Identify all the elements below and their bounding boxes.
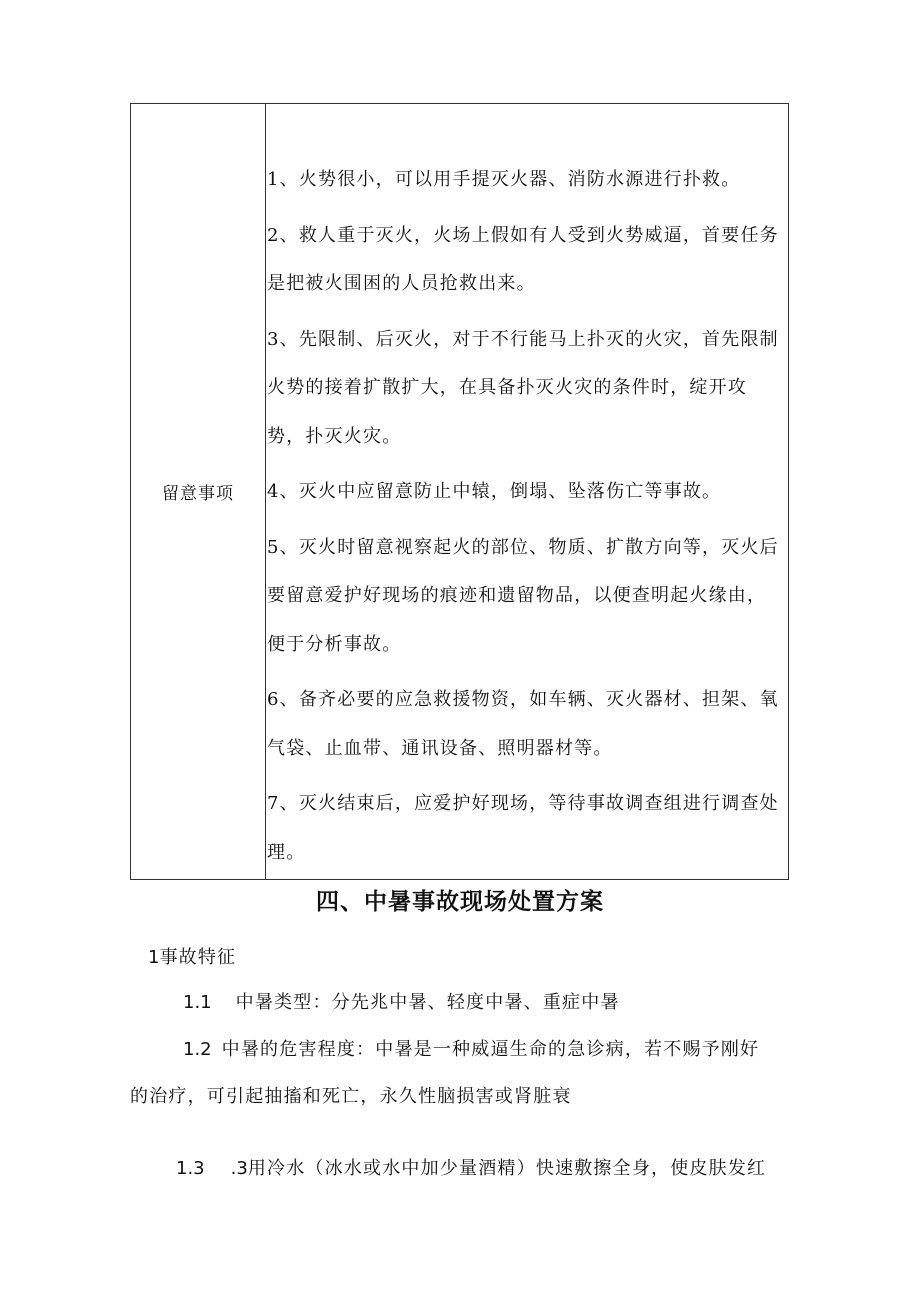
sub-heading (148, 943, 236, 969)
column-divider (265, 104, 266, 879)
item-1-2-number: 1.2 (183, 1039, 212, 1060)
sub-heading-text: 事故特征 (159, 947, 237, 968)
note-paragraph-5: 5、灭火时留意视察起火的部位、物质、扩散方向等，灭火后要留意爱护好现场的痕迹和遗留物品，以便查明起火缘由，便于分析事故。 (267, 536, 779, 655)
item-1-1-number: 1.1 (183, 992, 212, 1013)
item-1-2 (183, 1035, 759, 1061)
note-paragraph-1: 1、火势很小，可以用手提灭火器、消防水源进行扑救。 (267, 169, 741, 190)
item-1-2-continued: 的治疗，可引起抽搐和死亡，永久性脑损害或肾脏衰 (130, 1086, 572, 1107)
item-1-1-text: 中暑类型：分先兆中暑、轻度中暑、重症中暑 (235, 992, 620, 1013)
notes-table (130, 103, 789, 880)
item-1-3 (176, 1154, 766, 1180)
content-cell (267, 156, 782, 884)
item-1-2-text: 中暑的危害程度：中暑是一种威逼生命的急诊病，若不赐予刚好 (221, 1039, 760, 1060)
note-paragraph-3: 3、先限制、后灭火，对于不行能马上扑灭的火灾，首先限制火势的接着扩散扩大，在具备扑灭火灾的条件时，绽开攻势，扑灭火灾。 (267, 328, 779, 447)
item-1-3-text: 用冷水（冰水或水中加少量酒精）快速敷擦全身，使皮肤发红 (247, 1158, 767, 1179)
item-1-3-prefix: .3 (230, 1158, 248, 1179)
label-text: 留意事项 (162, 484, 234, 504)
sub-heading-number: 1 (148, 947, 160, 968)
section-heading: 四、中暑事故现场处置方案 (316, 889, 604, 915)
note-paragraph-6: 6、备齐必要的应急救援物资，如车辆、灭火器材、担架、氧气袋、止血带、通讯设备、照明器材等。 (267, 689, 779, 759)
item-1-3-number: 1.3 (176, 1158, 205, 1179)
label-cell (131, 104, 265, 879)
note-paragraph-4: 4、灭火中应留意防止中辕，倒塌、坠落伤亡等事故。 (267, 481, 722, 502)
note-paragraph-2: 2、救人重于灭火，火场上假如有人受到火势威逼，首要任务是把被火围困的人员抢救出来。 (267, 224, 779, 294)
note-paragraph-7: 7、灭火结束后，应爱护好现场，等待事故调查组进行调查处理。 (267, 793, 779, 863)
item-1-1 (183, 988, 620, 1014)
